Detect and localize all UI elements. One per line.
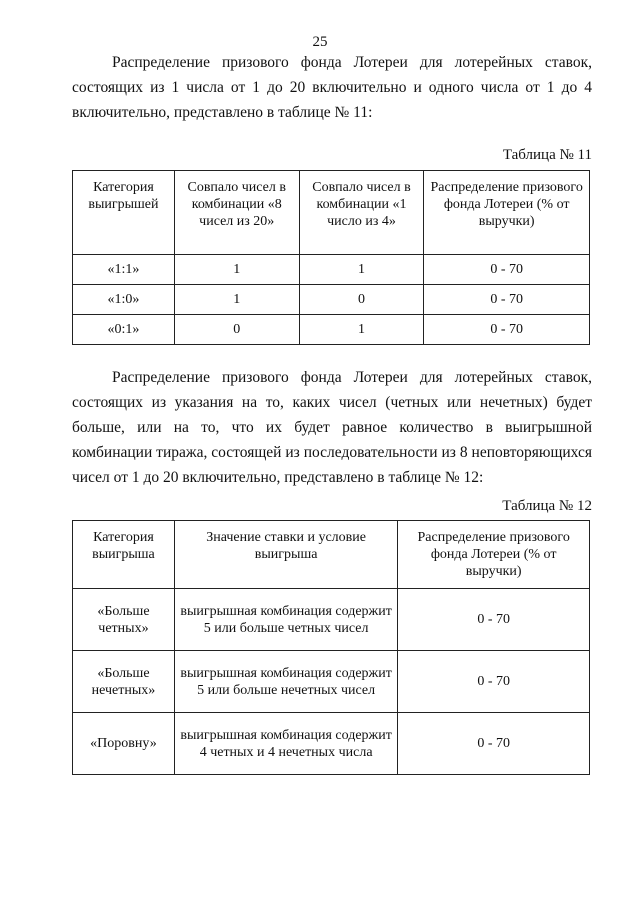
table-12-cell-category: «Больше нечетных» — [73, 651, 175, 713]
paragraph-table-12-intro: Распределение призового фонда Лотереи для лотерейных ставок, состоящих из указания на то, каких чисел (четных или нечетных) будет больше, или на то, что их будет равное количество в выигрышной комбинации тиража, состоящей из последовательности из 8 неповторяющихся чисел от 1 до 20 включительно, представлено в таблице № 12: — [72, 369, 592, 486]
table-11-cell-distribution: 0 - 70 — [424, 285, 590, 315]
table-11-cell-match-1of4: 0 — [299, 285, 424, 315]
table-12 — [72, 520, 590, 775]
table-11-header-match-1of4: Совпало чисел в комбинации «1 число из 4» — [299, 171, 424, 255]
table-12-cell-distribution: 0 - 70 — [398, 713, 590, 775]
table-11-header-match-8of20: Совпало чисел в комбинации «8 чисел из 20» — [174, 171, 299, 255]
table-row — [73, 315, 590, 345]
table-12-cell-condition: выигрышная комбинация содержит 4 четных и 4 нечетных числа — [174, 713, 397, 775]
table-11-header-distribution: Распределение призового фонда Лотереи (% от выручки) — [424, 171, 590, 255]
table-12-header-row — [73, 521, 590, 589]
table-12-header-condition: Значение ставки и условие выигрыша — [174, 521, 397, 589]
table-row — [73, 651, 590, 713]
table-11-cell-distribution: 0 - 70 — [424, 315, 590, 345]
table-row — [73, 713, 590, 775]
paragraph-table-11-intro: Распределение призового фонда Лотереи для лотерейных ставок, состоящих из 1 числа от 1 до 20 включительно и одного числа от 1 до 4 включительно, представлено в таблице № 11: — [72, 54, 592, 121]
table-11-caption: Таблица № 11 — [502, 147, 592, 163]
table-11-cell-category: «1:0» — [73, 285, 175, 315]
table-12-cell-condition: выигрышная комбинация содержит 5 или больше четных чисел — [174, 589, 397, 651]
table-11-cell-match-8of20: 0 — [174, 315, 299, 345]
table-11-cell-match-8of20: 1 — [174, 255, 299, 285]
table-12-header-category: Категория выигрыша — [73, 521, 175, 589]
table-row — [73, 285, 590, 315]
table-11-cell-match-8of20: 1 — [174, 285, 299, 315]
table-12-caption: Таблица № 12 — [502, 498, 592, 514]
table-11-cell-distribution: 0 - 70 — [424, 255, 590, 285]
table-11-cell-category: «1:1» — [73, 255, 175, 285]
table-12-cell-condition: выигрышная комбинация содержит 5 или больше нечетных чисел — [174, 651, 397, 713]
table-row — [73, 255, 590, 285]
table-12-cell-category: «Поровну» — [73, 713, 175, 775]
table-row — [73, 589, 590, 651]
table-11-cell-match-1of4: 1 — [299, 315, 424, 345]
table-12-header-distribution: Распределение призового фонда Лотереи (% от выручки) — [398, 521, 590, 589]
page-number: 25 — [312, 34, 328, 50]
table-11 — [72, 170, 590, 345]
table-11-header-row — [73, 171, 590, 255]
table-11-cell-match-1of4: 1 — [299, 255, 424, 285]
table-12-cell-distribution: 0 - 70 — [398, 589, 590, 651]
table-12-cell-category: «Больше четных» — [73, 589, 175, 651]
table-11-header-category: Категория выигрышей — [73, 171, 175, 255]
table-11-cell-category: «0:1» — [73, 315, 175, 345]
table-12-cell-distribution: 0 - 70 — [398, 651, 590, 713]
